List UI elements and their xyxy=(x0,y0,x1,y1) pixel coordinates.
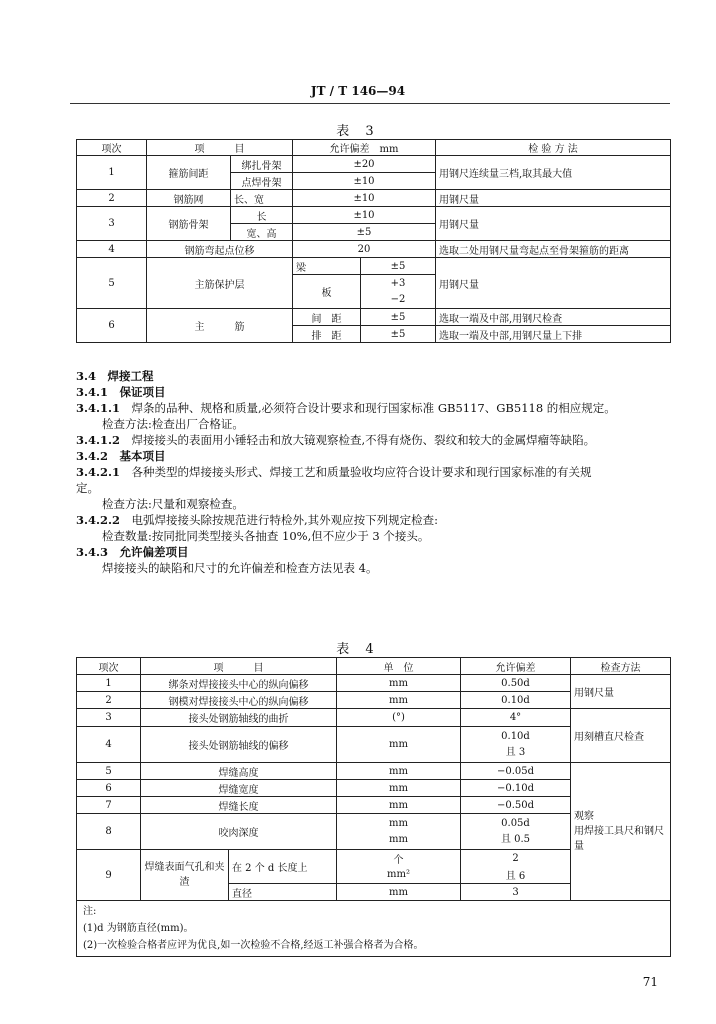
t4-r5-unit: mm xyxy=(337,763,461,780)
t3-r5-tol1: ±5 xyxy=(361,258,436,275)
section-3-4-3: 3.4.3 允许偏差项目 xyxy=(76,545,189,559)
page-number: 71 xyxy=(642,975,658,989)
t4-r9-no: 9 xyxy=(77,850,141,901)
table-row xyxy=(77,763,671,780)
t4-r9-unit1: 个 xyxy=(337,850,461,867)
standard-code-header: JT / T 146—94 xyxy=(310,84,406,98)
t4-r9-unit2: mm² xyxy=(337,867,461,884)
t4-method-5-9-c: 量 xyxy=(574,841,584,852)
t3-r5-tol2a: +3 xyxy=(361,275,436,292)
t4-r9-sub2: 直径 xyxy=(229,884,337,901)
t4-method-5-9 xyxy=(571,763,671,901)
t3-r1-item: 箍筋间距 xyxy=(147,156,231,190)
t4-r9-item: 焊缝表面气孔和夹渣 xyxy=(141,850,229,901)
para-3-4-1-1-text: 焊条的品种、规格和质量,必须符合设计要求和现行国家标准 GB5117、GB5118 的相应规定。 xyxy=(131,401,616,415)
table-row xyxy=(77,207,671,224)
section-3-4-2: 3.4.2 基本项目 xyxy=(76,449,166,463)
t3-r6-no: 6 xyxy=(77,309,147,343)
t4-r1-no: 1 xyxy=(77,675,141,692)
para-3-4-2-2 xyxy=(76,512,676,528)
table-3 xyxy=(76,139,671,343)
t3-r5-method: 用钢尺量 xyxy=(436,258,671,309)
para-3-4-2-1-text: 各种类型的焊接接头形式、焊接工艺和质量验收均应符合设计要求和现行国家标准的有关规 xyxy=(131,465,592,479)
t4-r2-no: 2 xyxy=(77,692,141,709)
para-3-4-1-1-num: 3.4.1.1 xyxy=(76,401,121,415)
table4-header-row xyxy=(77,658,671,675)
t4-r1-unit: mm xyxy=(337,675,461,692)
header-rule xyxy=(70,103,670,104)
t4-r4-tol-b: 且 3 xyxy=(505,746,526,758)
para-3-4-1-1-check: 检查方法:检查出厂合格证。 xyxy=(102,417,244,431)
para-3-4-2-1-num: 3.4.2.1 xyxy=(76,465,121,479)
t3-r5-sub1: 梁 xyxy=(293,258,361,275)
t4-r4-unit: mm xyxy=(337,727,461,763)
body-text xyxy=(76,368,676,576)
para-3-4-1-2 xyxy=(76,432,676,448)
t3-r5-item: 主筋保护层 xyxy=(147,258,293,309)
t3-r3-sub1: 长 xyxy=(231,207,293,224)
t3-r5-tol2b: −2 xyxy=(361,292,436,309)
t4-r4-no: 4 xyxy=(77,727,141,763)
t4-method-5-9-a: 观察 xyxy=(574,811,594,822)
para-3-4-2-2-text: 电弧焊接接头除按规范进行特检外,其外观应按下列规定检查: xyxy=(131,513,439,527)
t4-r4-tol xyxy=(461,727,571,763)
t4-r2-item: 钢模对焊接接头中心的纵向偏移 xyxy=(141,692,337,709)
t4-r8-unit xyxy=(337,814,461,850)
t3-r3-no: 3 xyxy=(77,207,147,241)
t3-r3-tol1: ±10 xyxy=(293,207,436,224)
t4-r9-tol3: 3 xyxy=(461,884,571,901)
t4-r3-item: 接头处钢筋轴线的曲折 xyxy=(141,709,337,727)
t4-r4-tol-a: 0.10d xyxy=(501,730,530,742)
t3-r6-method1: 选取一端及中部,用钢尺检查 xyxy=(436,309,671,326)
table3-header-row xyxy=(77,140,671,156)
t4-r6-item: 焊缝宽度 xyxy=(141,780,337,797)
t4-r2-unit: mm xyxy=(337,692,461,709)
table-row xyxy=(77,309,671,326)
t4-r7-no: 7 xyxy=(77,797,141,814)
t4-r7-tol: −0.50d xyxy=(461,797,571,814)
note-title: 注: xyxy=(83,906,97,917)
t3-r3-item: 钢筋骨架 xyxy=(147,207,231,241)
t4-h-unit: 单 位 xyxy=(337,658,461,675)
section-3-4-1: 3.4.1 保证项目 xyxy=(76,385,166,399)
t4-r1-tol: 0.50d xyxy=(461,675,571,692)
t3-r6-tol2: ±5 xyxy=(361,326,436,343)
t4-r7-item: 焊缝长度 xyxy=(141,797,337,814)
t4-r6-no: 6 xyxy=(77,780,141,797)
t3-r6-sub2: 排 距 xyxy=(293,326,361,343)
t4-h-tol: 允许偏差 xyxy=(461,658,571,675)
t4-r6-unit: mm xyxy=(337,780,461,797)
para-3-4-2-2-check: 检查数量:按同批同类型接头各抽查 10%,但不应少于 3 个接头。 xyxy=(102,529,430,543)
t4-r8-unit-a: mm xyxy=(389,817,408,829)
t4-r7-unit: mm xyxy=(337,797,461,814)
t3-r1-sub2: 点焊骨架 xyxy=(231,173,293,190)
t3-r1-tol2: ±10 xyxy=(293,173,436,190)
t4-r8-no: 8 xyxy=(77,814,141,850)
t3-r5-no: 5 xyxy=(77,258,147,309)
t4-r5-no: 5 xyxy=(77,763,141,780)
t3-r1-sub1: 绑扎骨架 xyxy=(231,156,293,173)
t3-r1-method: 用钢尺连续量三档,取其最大值 xyxy=(436,156,671,190)
para-3-4-2-1-cont: 定。 xyxy=(76,481,99,495)
table-row xyxy=(77,156,671,173)
note-2: (2)一次检验合格者应评为优良,如一次检验不合格,经返工补强合格者为合格。 xyxy=(83,940,424,951)
para-3-4-1-2-num: 3.4.1.2 xyxy=(76,433,121,447)
t4-r5-item: 焊缝高度 xyxy=(141,763,337,780)
table-row xyxy=(77,190,671,207)
t4-r8-item: 咬肉深度 xyxy=(141,814,337,850)
t3-h-tol: 允许偏差 mm xyxy=(293,140,436,156)
t3-r6-sub1: 间 距 xyxy=(293,309,361,326)
t4-r3-tol: 4° xyxy=(461,709,571,727)
t4-r6-tol: −0.10d xyxy=(461,780,571,797)
t3-r3-method: 用钢尺量 xyxy=(436,207,671,241)
t3-r4-item: 钢筋弯起点位移 xyxy=(147,241,293,258)
t3-r4-no: 4 xyxy=(77,241,147,258)
t4-r5-tol: −0.05d xyxy=(461,763,571,780)
t3-r2-sub: 长、宽 xyxy=(231,190,293,207)
t3-r1-tol1: ±20 xyxy=(293,156,436,173)
t4-h-method: 检查方法 xyxy=(571,658,671,675)
t4-h-no: 项次 xyxy=(77,658,141,675)
t3-r5-sub2: 板 xyxy=(293,275,361,309)
t4-method-1-2: 用钢尺量 xyxy=(571,675,671,709)
t4-r2-tol: 0.10d xyxy=(461,692,571,709)
t4-r9-tol1: 2 xyxy=(461,850,571,867)
table3-caption: 表 3 xyxy=(336,124,380,139)
t4-r9-tol2: 且 6 xyxy=(461,867,571,884)
table-row xyxy=(77,675,671,692)
t3-r1-no: 1 xyxy=(77,156,147,190)
t3-h-method: 检 验 方 法 xyxy=(436,140,671,156)
table-row xyxy=(77,709,671,727)
t4-r8-tol-b: 且 0.5 xyxy=(500,833,531,845)
t3-h-no: 项次 xyxy=(77,140,147,156)
t4-r8-tol-a: 0.05d xyxy=(501,817,530,829)
t3-r6-method2: 选取一端及中部,用钢尺量上下排 xyxy=(436,326,671,343)
t3-r4-method: 选取二处用钢尺量弯起点至骨架箍筋的距离 xyxy=(436,241,671,258)
t4-r8-tol xyxy=(461,814,571,850)
section-3-4: 3.4 焊接工程 xyxy=(76,369,154,383)
note-1: (1)d 为钢筋直径(mm)。 xyxy=(83,923,194,934)
table-4 xyxy=(76,657,671,957)
t3-r6-item: 主 筋 xyxy=(147,309,293,343)
t4-method-3-4: 用刻槽直尺检查 xyxy=(571,709,671,763)
t4-r1-item: 绑条对焊接接头中心的纵向偏移 xyxy=(141,675,337,692)
t3-h-item: 项 目 xyxy=(147,140,293,156)
t4-r3-unit: (°) xyxy=(337,709,461,727)
t4-h-item: 项 目 xyxy=(141,658,337,675)
table-row xyxy=(77,258,671,275)
para-3-4-1-2-text: 焊接接头的表面用小锤轻击和放大镜观察检查,不得有烧伤、裂纹和较大的金属焊瘤等缺陷。 xyxy=(131,433,596,447)
t3-r2-tol: ±10 xyxy=(293,190,436,207)
t4-r9-unit3: mm xyxy=(337,884,461,901)
table4-notes-row xyxy=(77,901,671,957)
t4-method-5-9-b: 用焊接工具尺和钢尺 xyxy=(574,826,664,837)
para-3-4-3: 焊接接头的缺陷和尺寸的允许偏差和检查方法见表 4。 xyxy=(102,561,378,575)
para-3-4-2-2-num: 3.4.2.2 xyxy=(76,513,121,527)
t3-r2-no: 2 xyxy=(77,190,147,207)
para-3-4-2-1 xyxy=(76,464,676,480)
para-3-4-1-1 xyxy=(76,400,676,416)
table4-notes xyxy=(77,901,671,957)
t3-r4-tol: 20 xyxy=(293,241,436,258)
table-row xyxy=(77,241,671,258)
t4-r8-unit-b: mm xyxy=(389,833,408,845)
t4-r4-item: 接头处钢筋轴线的偏移 xyxy=(141,727,337,763)
t3-r6-tol1: ±5 xyxy=(361,309,436,326)
para-3-4-2-1-check: 检查方法:尺量和观察检查。 xyxy=(102,497,244,511)
table4-caption: 表 4 xyxy=(336,642,380,657)
t4-r3-no: 3 xyxy=(77,709,141,727)
t3-r2-method: 用钢尺量 xyxy=(436,190,671,207)
t4-r9-sub1: 在 2 个 d 长度上 xyxy=(229,850,337,884)
t3-r3-tol2: ±5 xyxy=(293,224,436,241)
t3-r3-sub2: 宽、高 xyxy=(231,224,293,241)
t3-r2-item: 钢筋网 xyxy=(147,190,231,207)
